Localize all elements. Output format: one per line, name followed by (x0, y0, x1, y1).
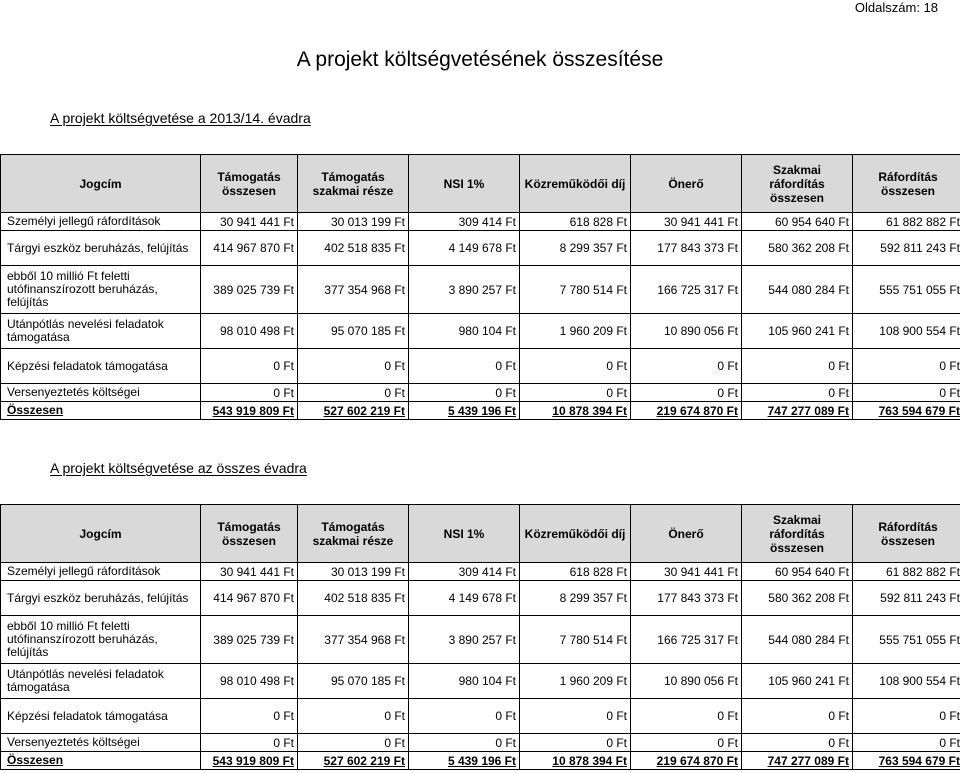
cell-value: 10 878 394 Ft (520, 752, 631, 770)
row-label: Utánpótlás nevelési feladatok támogatása (1, 314, 201, 349)
table-row (1, 616, 960, 664)
cell-value: 1 960 209 Ft (520, 314, 631, 349)
cell-value: 543 919 809 Ft (201, 752, 298, 770)
column-header: Jogcím (1, 155, 201, 213)
cell-value: 592 811 243 Ft (853, 581, 960, 616)
cell-value: 544 080 284 Ft (742, 616, 853, 664)
cell-value: 414 967 870 Ft (201, 581, 298, 616)
row-label: ebből 10 millió Ft feletti utófinanszírozott beruházás, felújítás (1, 266, 201, 314)
cell-value: 544 080 284 Ft (742, 266, 853, 314)
cell-value: 98 010 498 Ft (201, 664, 298, 699)
cell-value: 105 960 241 Ft (742, 314, 853, 349)
cell-value: 10 890 056 Ft (631, 664, 742, 699)
cell-value: 0 Ft (201, 699, 298, 734)
table-row (1, 349, 960, 384)
cell-value: 219 674 870 Ft (631, 752, 742, 770)
cell-value: 219 674 870 Ft (631, 402, 742, 420)
cell-value: 3 890 257 Ft (409, 616, 520, 664)
cell-value: 580 362 208 Ft (742, 231, 853, 266)
budget-table-all-seasons (0, 504, 960, 770)
cell-value: 7 780 514 Ft (520, 266, 631, 314)
cell-value: 980 104 Ft (409, 314, 520, 349)
row-label: Személyi jellegű ráfordítások (1, 563, 201, 581)
cell-value: 60 954 640 Ft (742, 563, 853, 581)
cell-value: 0 Ft (631, 384, 742, 402)
cell-value: 4 149 678 Ft (409, 231, 520, 266)
column-header: Önerő (631, 505, 742, 563)
column-header: Önerő (631, 155, 742, 213)
cell-value: 108 900 554 Ft (853, 664, 960, 699)
column-header: Támogatás összesen (201, 505, 298, 563)
cell-value: 0 Ft (631, 734, 742, 752)
cell-value: 763 594 679 Ft (853, 752, 960, 770)
table-row (1, 563, 960, 581)
cell-value: 618 828 Ft (520, 213, 631, 231)
row-label: Személyi jellegű ráfordítások (1, 213, 201, 231)
cell-value: 0 Ft (631, 349, 742, 384)
cell-value: 0 Ft (520, 384, 631, 402)
cell-value: 8 299 357 Ft (520, 231, 631, 266)
cell-value: 8 299 357 Ft (520, 581, 631, 616)
cell-value: 377 354 968 Ft (298, 616, 409, 664)
table-row (1, 266, 960, 314)
column-header: Ráfordítás összesen (853, 505, 960, 563)
table-row (1, 581, 960, 616)
budget-table-season (0, 154, 960, 420)
cell-value: 527 602 219 Ft (298, 752, 409, 770)
cell-value: 0 Ft (298, 734, 409, 752)
table-row (1, 384, 960, 402)
row-label: Képzési feladatok támogatása (1, 699, 201, 734)
cell-value: 30 941 441 Ft (631, 563, 742, 581)
cell-value: 543 919 809 Ft (201, 402, 298, 420)
column-header: Jogcím (1, 505, 201, 563)
cell-value: 5 439 196 Ft (409, 752, 520, 770)
cell-value: 0 Ft (742, 699, 853, 734)
cell-value: 0 Ft (853, 349, 960, 384)
cell-value: 0 Ft (409, 384, 520, 402)
cell-value: 402 518 835 Ft (298, 581, 409, 616)
page-title-text: A projekt költségvetésének összesítése (296, 48, 664, 71)
cell-value: 555 751 055 Ft (853, 616, 960, 664)
cell-value: 0 Ft (742, 349, 853, 384)
cell-value: 0 Ft (298, 699, 409, 734)
cell-value: 30 941 441 Ft (201, 563, 298, 581)
cell-value: 309 414 Ft (409, 213, 520, 231)
table-row (1, 664, 960, 699)
column-header: Támogatás szakmai része (298, 155, 409, 213)
cell-value: 0 Ft (853, 384, 960, 402)
cell-value: 402 518 835 Ft (298, 231, 409, 266)
cell-value: 0 Ft (201, 384, 298, 402)
cell-value: 580 362 208 Ft (742, 581, 853, 616)
cell-value: 166 725 317 Ft (631, 616, 742, 664)
cell-value: 618 828 Ft (520, 563, 631, 581)
cell-value: 763 594 679 Ft (853, 402, 960, 420)
cell-value: 377 354 968 Ft (298, 266, 409, 314)
section-title-all-seasons: A projekt költségvetése az összes évadra (50, 460, 307, 476)
cell-value: 0 Ft (201, 734, 298, 752)
cell-value: 747 277 089 Ft (742, 752, 853, 770)
column-header: NSI 1% (409, 155, 520, 213)
cell-value: 7 780 514 Ft (520, 616, 631, 664)
cell-value: 555 751 055 Ft (853, 266, 960, 314)
total-row (1, 402, 960, 420)
cell-value: 30 013 199 Ft (298, 213, 409, 231)
cell-value: 0 Ft (631, 699, 742, 734)
table-header-row (1, 505, 960, 563)
cell-value: 177 843 373 Ft (631, 581, 742, 616)
table-row (1, 699, 960, 734)
table-row (1, 213, 960, 231)
section-title-season: A projekt költségvetése a 2013/14. évadra (50, 110, 311, 126)
cell-value: 592 811 243 Ft (853, 231, 960, 266)
column-header: NSI 1% (409, 505, 520, 563)
cell-value: 0 Ft (853, 699, 960, 734)
cell-value: 61 882 882 Ft (853, 213, 960, 231)
table-header-row (1, 155, 960, 213)
cell-value: 414 967 870 Ft (201, 231, 298, 266)
cell-value: 0 Ft (409, 349, 520, 384)
cell-value: 0 Ft (298, 349, 409, 384)
cell-value: 108 900 554 Ft (853, 314, 960, 349)
cell-value: 0 Ft (520, 699, 631, 734)
cell-value: 309 414 Ft (409, 563, 520, 581)
cell-value: 95 070 185 Ft (298, 664, 409, 699)
cell-value: 166 725 317 Ft (631, 266, 742, 314)
column-header: Közreműködői díj (520, 505, 631, 563)
cell-value: 0 Ft (520, 349, 631, 384)
cell-value: 98 010 498 Ft (201, 314, 298, 349)
row-label: Tárgyi eszköz beruházás, felújítás (1, 581, 201, 616)
row-label: Utánpótlás nevelési feladatok támogatása (1, 664, 201, 699)
column-header: Támogatás szakmai része (298, 505, 409, 563)
cell-value: 527 602 219 Ft (298, 402, 409, 420)
cell-value: 0 Ft (742, 734, 853, 752)
table-row (1, 314, 960, 349)
row-label: Összesen (1, 402, 201, 420)
cell-value: 3 890 257 Ft (409, 266, 520, 314)
column-header: Szakmai ráfordítás összesen (742, 505, 853, 563)
cell-value: 105 960 241 Ft (742, 664, 853, 699)
column-header: Szakmai ráfordítás összesen (742, 155, 853, 213)
cell-value: 0 Ft (298, 384, 409, 402)
cell-value: 0 Ft (520, 734, 631, 752)
cell-value: 389 025 739 Ft (201, 266, 298, 314)
cell-value: 30 013 199 Ft (298, 563, 409, 581)
cell-value: 0 Ft (409, 734, 520, 752)
cell-value: 389 025 739 Ft (201, 616, 298, 664)
row-label: Képzési feladatok támogatása (1, 349, 201, 384)
cell-value: 10 878 394 Ft (520, 402, 631, 420)
column-header: Ráfordítás összesen (853, 155, 960, 213)
cell-value: 5 439 196 Ft (409, 402, 520, 420)
table-row (1, 734, 960, 752)
cell-value: 4 149 678 Ft (409, 581, 520, 616)
cell-value: 0 Ft (201, 349, 298, 384)
row-label: Tárgyi eszköz beruházás, felújítás (1, 231, 201, 266)
cell-value: 61 882 882 Ft (853, 563, 960, 581)
cell-value: 30 941 441 Ft (201, 213, 298, 231)
page-title (0, 48, 960, 72)
cell-value: 980 104 Ft (409, 664, 520, 699)
row-label: Versenyeztetés költségei (1, 384, 201, 402)
page-number: Oldalszám: 18 (854, 0, 938, 15)
cell-value: 177 843 373 Ft (631, 231, 742, 266)
cell-value: 60 954 640 Ft (742, 213, 853, 231)
cell-value: 1 960 209 Ft (520, 664, 631, 699)
row-label: Összesen (1, 752, 201, 770)
cell-value: 747 277 089 Ft (742, 402, 853, 420)
row-label: ebből 10 millió Ft feletti utófinanszírozott beruházás, felújítás (1, 616, 201, 664)
column-header: Támogatás összesen (201, 155, 298, 213)
column-header: Közreműködői díj (520, 155, 631, 213)
cell-value: 10 890 056 Ft (631, 314, 742, 349)
row-label: Versenyeztetés költségei (1, 734, 201, 752)
cell-value: 0 Ft (409, 699, 520, 734)
total-row (1, 752, 960, 770)
cell-value: 0 Ft (853, 734, 960, 752)
cell-value: 30 941 441 Ft (631, 213, 742, 231)
table-row (1, 231, 960, 266)
cell-value: 95 070 185 Ft (298, 314, 409, 349)
cell-value: 0 Ft (742, 384, 853, 402)
